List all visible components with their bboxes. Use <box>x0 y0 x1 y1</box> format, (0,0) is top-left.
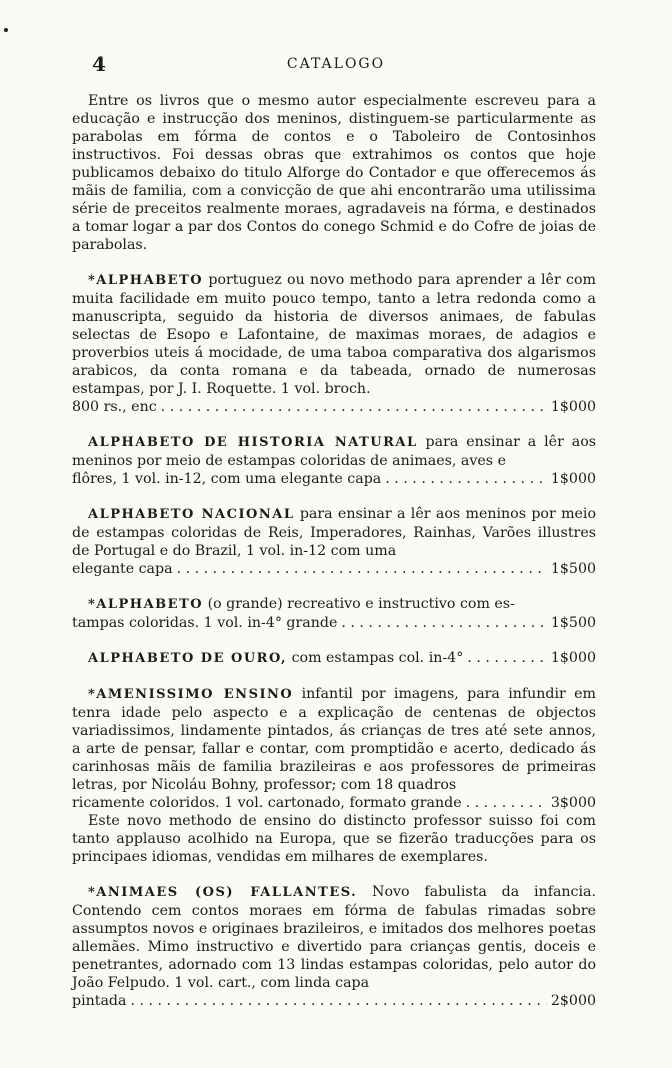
entry-price-line <box>72 398 596 416</box>
catalog-entry <box>72 595 596 632</box>
catalog-entry <box>72 685 596 866</box>
catalog-entry <box>72 649 596 668</box>
entry-price: 3$000 <box>550 795 596 811</box>
entry-body: Novo fabulista da infancia. Contendo cem contos moraes em fórma de fabulas rimadas sobre assumptos novos e originaes brazileiros, e imitados dos melhores poetas allemães. Mimo instructivo e divertido para crianças gentis, doceis e penetrantes, adornado com 13 lindas estampas coloridas, pelo autor do João Felpudo. 1 vol. cart., com linda capa <box>72 884 597 991</box>
entry-note: Este novo methodo de ensino do distincto professor suisso foi com tanto applauso acolhido na Europa, que se fizerão traducções para os principaes idiomas, vendidas em milhares de exemplares. <box>72 813 596 865</box>
entry-price-line <box>72 470 596 488</box>
dot-leader <box>130 992 546 1010</box>
dot-leader <box>385 470 547 488</box>
entry-price: 1$500 <box>550 561 596 577</box>
entry-price-line <box>72 560 596 578</box>
dot-leader <box>341 614 547 632</box>
entry-tail: pintada <box>72 993 127 1009</box>
catalog-entry <box>72 433 596 488</box>
dot-leader <box>177 560 547 578</box>
dot-leader <box>161 398 547 416</box>
entry-price-line <box>72 992 596 1010</box>
page-number: 4 <box>92 52 106 76</box>
entry-price: 1$000 <box>550 471 596 487</box>
dot-leader <box>467 649 547 667</box>
entry-tail: com estampas col. in-4° <box>291 650 464 666</box>
entry-body: portuguez ou novo methodo para aprender a lêr com muita facilidade em muito pouco tempo, tanto a letra redonda como a manuscripta, seguido da historia de diversos animaes, de fabulas selectas de Esopo e Lafontaine, de maximas moraes, de adagios e proverbios uteis á mocidade, de uma taboa comparativa dos algarismos arabicos, da conta romana e da tabeada, ornado de numerosas estampas, por J. I. Roquette. 1 vol. broch. <box>72 272 596 397</box>
entry-tail: 800 rs., enc <box>72 399 157 415</box>
catalog-entry <box>72 883 596 1010</box>
entry-price-line <box>72 794 596 812</box>
entry-price-line <box>72 649 596 668</box>
entry-tail: flôres, 1 vol. in-12, com uma elegante capa <box>72 471 382 487</box>
intro-paragraph <box>72 92 596 254</box>
catalog-entry <box>72 271 596 416</box>
entry-tail: tampas coloridas. 1 vol. in-4° grande <box>72 615 338 631</box>
intro-text: Entre os livros que o mesmo autor especialmente escreveu para a educação e instrucção dos meninos, distinguem-se particularmente as parabolas em fórma de contos e o Taboleiro de Contosinhos instructivos. Foi dessas obras que extrahimos os contos que hoje publicamos debaixo do titulo Alforge do Contador e que offerecemos ás mãis de familia, com a convicção de que ahi encontrarão uma utilissima série de preceitos realmente moraes, agradaveis na fórma, e destinados a tomar logar a par dos Contos do conego Schmid e do Cofre de joias de parabolas. <box>72 93 596 253</box>
entry-body: para ensinar a lêr aos meninos por meio de estampas coloridas de animaes, aves e <box>72 434 597 469</box>
entry-headword: *ANIMAES (OS) FALLANTES. <box>88 885 358 900</box>
entry-price: 2$000 <box>550 993 596 1009</box>
entry-headword: ALPHABETO DE HISTORIA NATURAL <box>88 435 418 450</box>
entry-price: 1$000 <box>550 650 596 666</box>
entry-price-line <box>72 614 596 632</box>
entry-price: 1$500 <box>550 615 596 631</box>
catalog-entry <box>72 505 596 578</box>
entry-body: infantil por imagens, para infundir em tenra idade pelo aspecto e a explicação de centenas de objectos variadissimos, lindamente pintados, ás crianças de tres até sete annos, a arte de pensar, fallar e contar, com promptidão e acerto, dedicado ás carinhosas mãis de familia brazileiras e aos professores de primeiras letras, por Nicoláu Bohny, professor; com 18 quadros <box>72 686 596 793</box>
entry-body: (o grande) recreativo e instructivo com es- <box>207 596 515 612</box>
entry-body: para ensinar a lêr aos meninos por meio de estampas coloridas de Reis, Imperadores, Rainhas, Varões illustres de Portugal e do Brazil, 1 vol. in-12 com uma <box>72 506 596 559</box>
entry-price: 1$000 <box>550 399 596 415</box>
entry-headword: ALPHABETO NACIONAL <box>88 507 295 522</box>
entry-headword: *ALPHABETO <box>88 597 204 612</box>
entry-headword: *AMENISSIMO ENSINO <box>88 687 294 702</box>
ink-dot <box>4 28 8 32</box>
entry-headword: *ALPHABETO <box>88 273 204 288</box>
running-title: CATALOGO <box>286 56 386 72</box>
entry-tail: elegante capa <box>72 561 173 577</box>
catalog-content <box>72 92 596 1027</box>
page-header <box>0 52 672 76</box>
entry-tail: ricamente coloridos. 1 vol. cartonado, formato grande <box>72 795 462 811</box>
entry-headword: ALPHABETO DE OURO, <box>88 651 288 666</box>
dot-leader <box>466 794 547 812</box>
